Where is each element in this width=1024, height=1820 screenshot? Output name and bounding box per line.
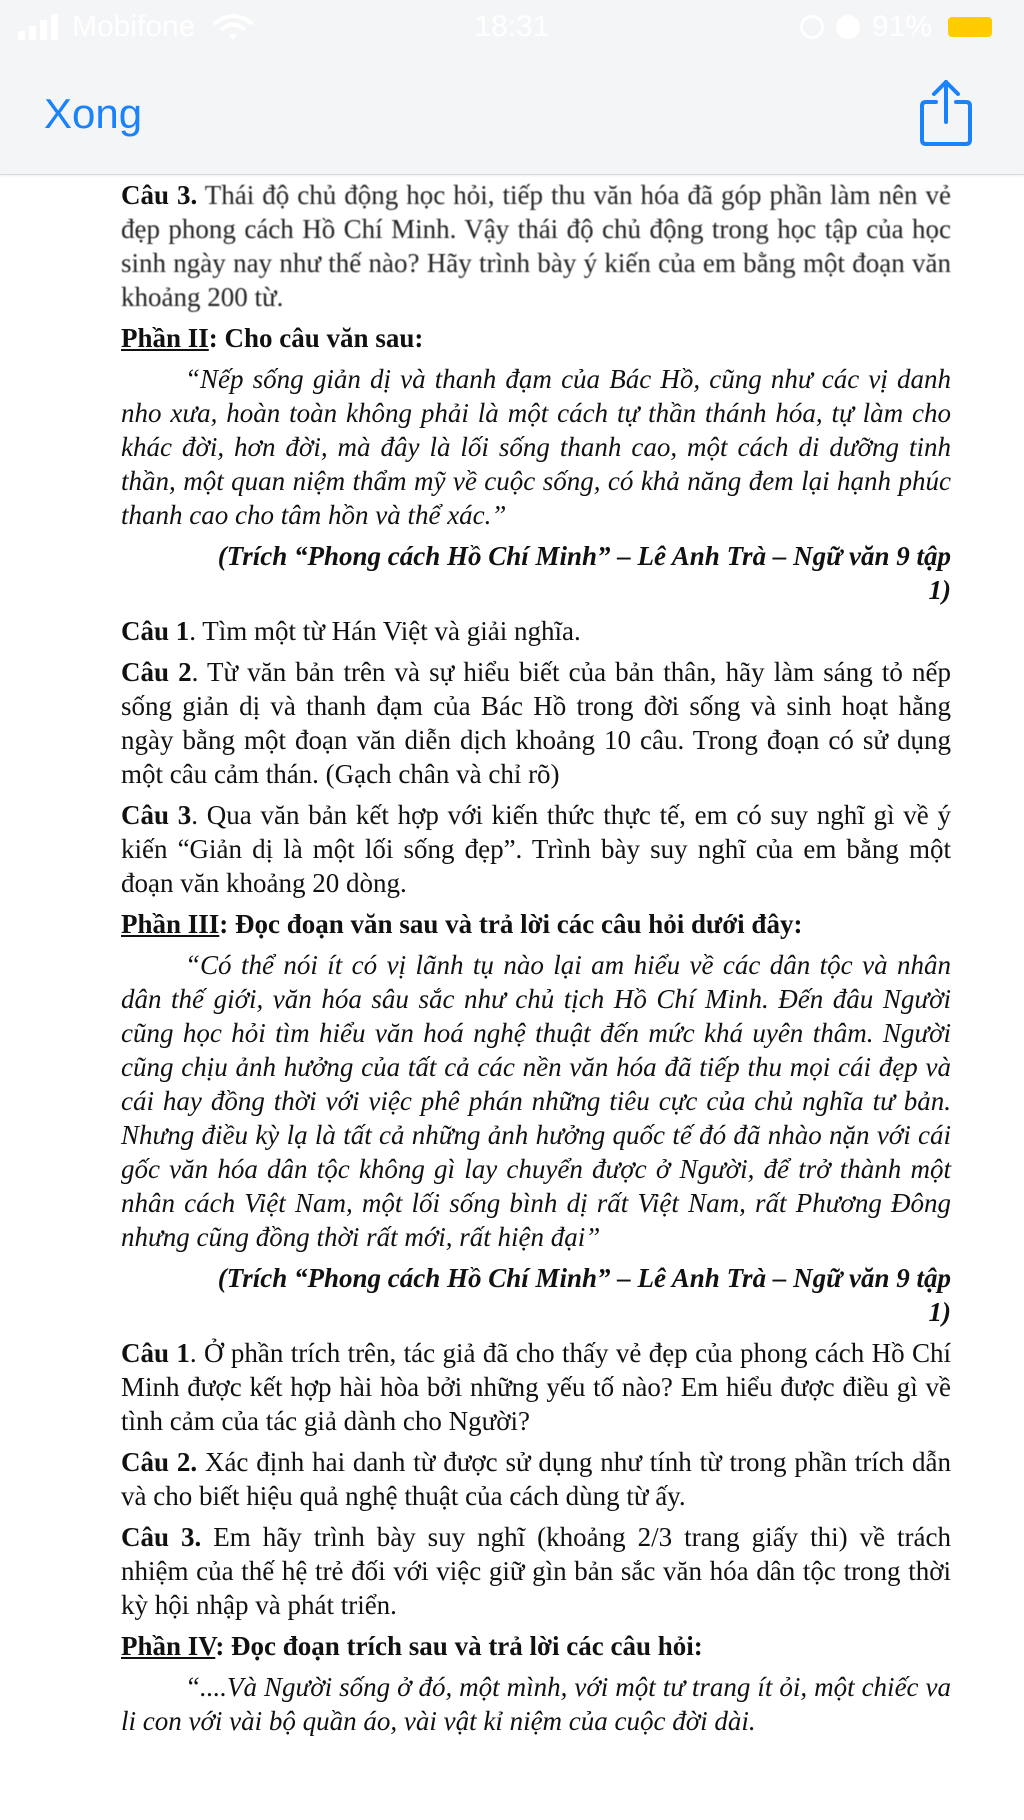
question (121, 1445, 951, 1513)
share-icon[interactable] (918, 78, 974, 148)
question-label: Câu 2. (121, 1447, 198, 1477)
question (121, 614, 951, 648)
status-bar (0, 0, 1024, 56)
nav-bar (0, 56, 1024, 174)
part3-title (121, 907, 951, 941)
question-label: Câu 2 (121, 657, 192, 687)
question-text: Xác định hai danh từ được sử dụng như tính từ trong phần trích dẫn và cho biết hiệu quả nghệ thuật của cách dùng từ ấy. (121, 1447, 951, 1511)
battery-icon (948, 17, 992, 37)
status-right (800, 10, 992, 44)
part4-title (121, 1629, 951, 1663)
question-label: Câu 1 (121, 1338, 190, 1368)
alarm-icon (836, 15, 860, 39)
citation-line2: 1) (928, 575, 951, 605)
top-bar (0, 0, 1024, 175)
question-label: Câu 3 (121, 800, 192, 830)
question-text: . Ở phần trích trên, tác giả đã cho thấy vẻ đẹp của phong cách Hồ Chí Minh được kết hợp hài hòa bởi những yếu tố nào? Em hiểu được điều gì về tình cảm của tác giả dành cho Người? (121, 1338, 951, 1436)
part-title-text: : Đọc đoạn văn sau và trả lời các câu hỏi dưới đây: (219, 909, 803, 939)
battery-percent: 91% (871, 10, 932, 43)
document-content (121, 178, 951, 1745)
part2-quote: “Nếp sống giản dị và thanh đạm của Bác Hồ, cũng như các vị danh nho xưa, hoàn toàn không phải là một cách tự thần thánh hóa, tự làm cho khác đời, hơn đời, mà đây là lối sống thanh cao, một cách di dưỡng tinh thần, một quan niệm thẩm mỹ về cuộc sống, có khả năng đem lại hạnh phúc thanh cao cho tâm hồn và thể xác.” (121, 364, 951, 530)
question-label: Câu 3. (121, 180, 198, 210)
status-time: 18:31 (474, 10, 550, 43)
part-title-label: Phần III (121, 909, 220, 939)
question-text: . Qua văn bản kết hợp với kiến thức thực tế, em có suy nghĩ gì về ý kiến “Giản dị là một lối sống đẹp”. Trình bày suy nghĩ của em bằng một đoạn văn khoảng 20 dòng. (121, 800, 952, 898)
question-text: . Tìm một từ Hán Việt và giải nghĩa. (189, 616, 581, 646)
part-title-label: Phần II (121, 323, 209, 353)
part2-title (121, 321, 951, 355)
part-title-text: : Cho câu văn sau: (208, 323, 424, 353)
part-title-text: : Đọc đoạn trích sau và trả lời các câu hỏi: (215, 1631, 703, 1661)
intro-question (121, 178, 951, 314)
question-text: . Từ văn bản trên và sự hiểu biết của bản thân, hãy làm sáng tỏ nếp sống giản dị và thanh đạm của Bác Hồ trong đời sống và sinh hoạt hằng ngày bằng một đoạn văn diễn dịch khoảng 10 câu. Trong đoạn có sử dụng một câu cảm thán. (Gạch chân và chỉ rõ) (121, 657, 951, 789)
part-title-label: Phần IV (121, 1631, 216, 1661)
question-text: Thái độ chủ động học hỏi, tiếp thu văn hóa đã góp phần làm nên vẻ đẹp phong cách Hồ Chí Minh. Vậy thái độ chủ động trong học tập của học sinh ngày nay như thế nào? Hãy trình bày ý kiến của em bằng một đoạn văn khoảng 200 từ. (121, 180, 952, 312)
question-label: Câu 3. (121, 1522, 202, 1552)
part3-citation (121, 1261, 951, 1329)
question (121, 1520, 951, 1622)
part3-quote: “Có thể nói ít có vị lãnh tụ nào lại am hiểu về các dân tộc và nhân dân thế giới, văn hóa sâu sắc như chủ tịch Hồ Chí Minh. Đến đâu Người cũng học hỏi tìm hiểu văn hoá nghệ thuật đến mức khá uyên thâm. Người cũng chịu ảnh hưởng của tất cả các nền văn hóa đã tiếp thu mọi cái đẹp và cái hay đồng thời với việc phê phán những tiêu cực của chủ nghĩa tư bản. Nhưng điều kỳ lạ là tất cả những ảnh hưởng quốc tế đó đã nhào nặn với cái gốc văn hóa dân tộc không gì lay chuyển được ở Người, để trở thành một nhân cách Việt Nam, một lối sống bình dị rất Việt Nam, rất Phương Đông nhưng cũng đồng thời rất mới, rất hiện đại” (121, 950, 951, 1252)
done-button[interactable]: Xong (44, 90, 143, 137)
carrier-name: Mobifone (72, 10, 196, 43)
citation-line1: (Trích “Phong cách Hồ Chí Minh” – Lê Anh Trà – Ngữ văn 9 tập (217, 541, 951, 571)
citation-line2: 1) (928, 1297, 951, 1327)
citation-line1: (Trích “Phong cách Hồ Chí Minh” – Lê Anh Trà – Ngữ văn 9 tập (217, 1263, 951, 1293)
question-text: Em hãy trình bày suy nghĩ (khoảng 2/3 trang giấy thi) về trách nhiệm của thế hệ trẻ đối với việc giữ gìn bản sắc văn hóa dân tộc trong thời kỳ hội nhập và phát triển. (121, 1522, 952, 1620)
part4-quote: “....Và Người sống ở đó, một mình, với một tư trang ít ỏi, một chiếc va li con với vài bộ quần áo, vài vật kỉ niệm của cuộc đời dài. (121, 1672, 951, 1736)
question-label: Câu 1 (121, 616, 190, 646)
question (121, 798, 951, 900)
part2-citation (121, 539, 951, 607)
rotation-lock-icon (800, 15, 824, 39)
question (121, 1336, 951, 1438)
question (121, 655, 951, 791)
